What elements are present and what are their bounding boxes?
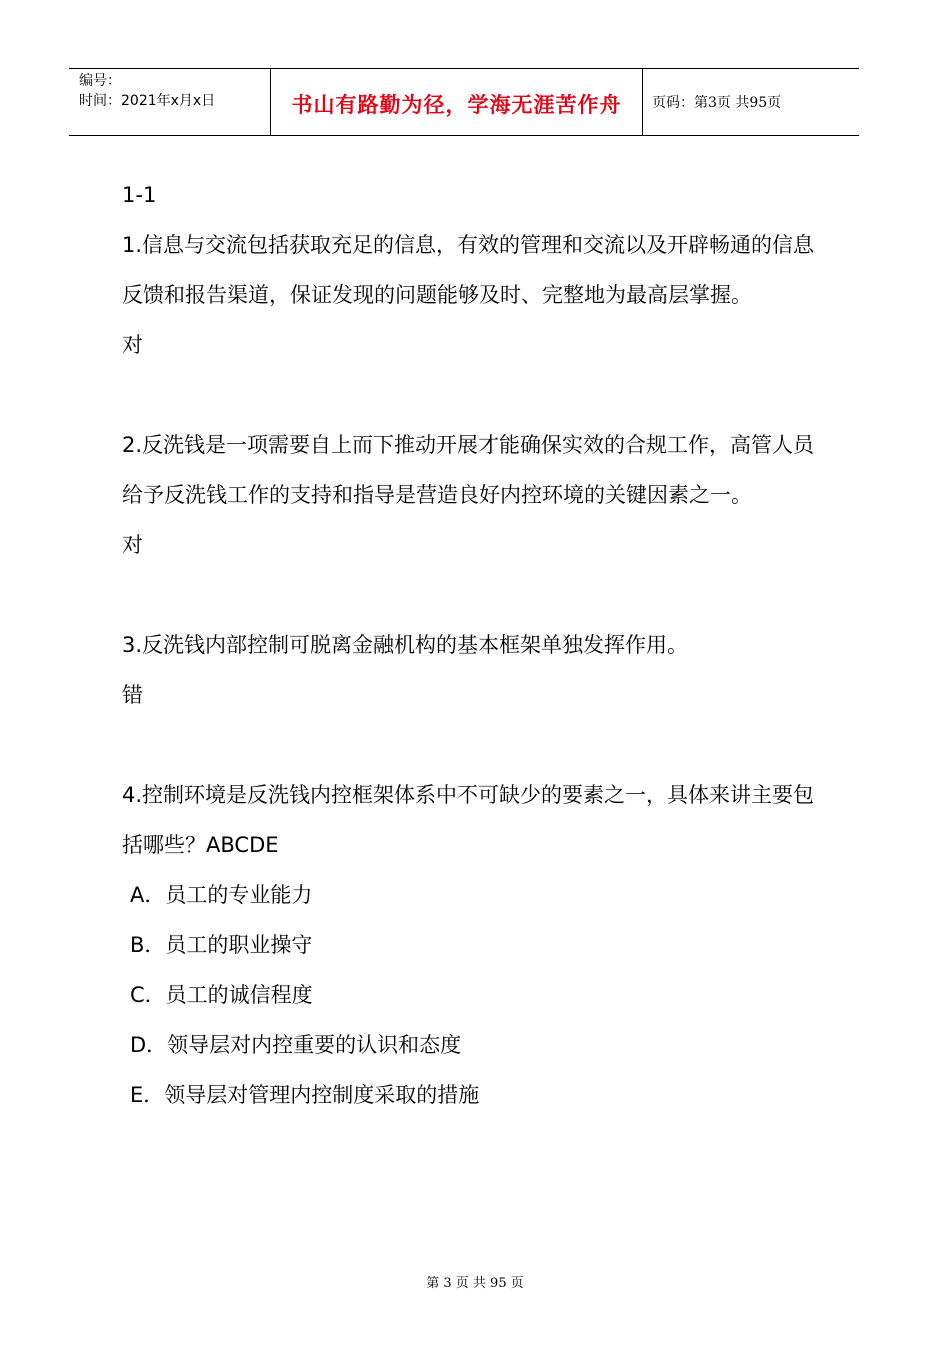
answer-option: C．员工的诚信程度 — [130, 983, 313, 1007]
spacer — [122, 370, 822, 420]
question-text: 2.反洗钱是一项需要自上而下推动开展才能确保实效的合规工作，高管人员给予反洗钱工作的支持和指导是营造良好内控环境的关键因素之一。 — [122, 433, 815, 507]
question-answer: 错 — [122, 683, 143, 707]
header-page-info: 页码：第3页 共95页 — [652, 95, 782, 111]
answer-option: E．领导层对管理内控制度采取的措施 — [130, 1083, 480, 1107]
section-title: 1-1 — [122, 183, 157, 207]
question-text: 3.反洗钱内部控制可脱离金融机构的基本框架单独发挥作用。 — [122, 633, 689, 657]
document-body — [122, 170, 822, 1120]
header-divider — [642, 69, 643, 135]
answer-option: A．员工的专业能力 — [130, 883, 313, 907]
header-meta — [79, 71, 269, 111]
question-answer: 对 — [122, 533, 143, 557]
question-answer: 对 — [122, 333, 143, 357]
question-text: 4.控制环境是反洗钱内控框架体系中不可缺少的要素之一，具体来讲主要包括哪些？ABCDE — [122, 783, 815, 857]
question-text: 1.信息与交流包括获取充足的信息，有效的管理和交流以及开辟畅通的信息反馈和报告渠道，保证发现的问题能够及时、完整地为最高层掌握。 — [122, 233, 815, 307]
spacer — [122, 720, 822, 770]
answer-option: D．领导层对内控重要的认识和态度 — [130, 1033, 462, 1057]
header-motto: 书山有路勤为径，学海无涯苦作舟 — [291, 92, 622, 117]
answer-option: B．员工的职业操守 — [130, 933, 313, 957]
spacer — [122, 570, 822, 620]
page-footer: 第 3 页 共 95 页 — [426, 1276, 524, 1291]
time-label: 时间：2021年x月x日 — [79, 93, 216, 109]
code-label: 编号： — [79, 73, 121, 89]
page-header — [69, 68, 859, 136]
